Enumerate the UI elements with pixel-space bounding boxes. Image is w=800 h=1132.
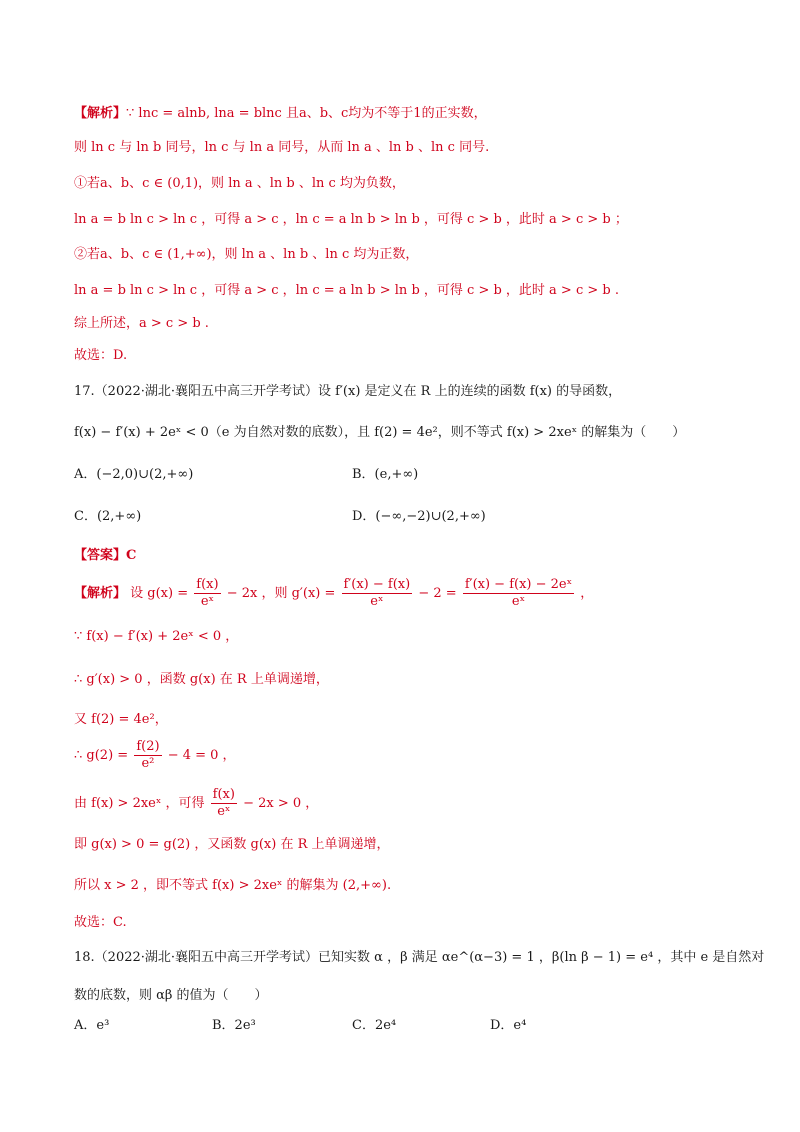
analysis-line-2: 则 ln c 与 ln b 同号，ln c 与 ln a 同号，从而 ln a 、ln b 、ln c 同号. bbox=[74, 140, 490, 155]
fraction-fx-over-ex bbox=[194, 577, 220, 610]
fraction-fx-over-ex-2 bbox=[211, 787, 237, 820]
sol1-part-b: − 2x ，则 g′(x) = bbox=[226, 586, 336, 601]
q18-stem-line-1: 18.（2022·湖北·襄阳五中高三开学考试）已知实数 α ，β 满足 αe^(α−3) = 1 ，β(ln β − 1) = e⁴ ，其中 e 是自然对 bbox=[74, 950, 765, 965]
q18-option-b: B．2e³ bbox=[212, 1018, 256, 1033]
fraction-denominator: eˣ bbox=[200, 594, 215, 609]
fraction-numerator: f(x) bbox=[212, 787, 235, 802]
q18-option-c: C．2e⁴ bbox=[352, 1018, 397, 1033]
sol1-part-d: ， bbox=[580, 586, 594, 601]
fraction-numerator: f′(x) − f(x) bbox=[343, 577, 411, 592]
analysis-line-5: ②若a、b、c ∈ (1,+∞)，则 ln a 、ln b 、ln c 均为正数， bbox=[74, 247, 419, 262]
q17-solution-line-5 bbox=[74, 738, 236, 774]
analysis-line-3: ①若a、b、c ∈ (0,1)，则 ln a 、ln b 、ln c 均为负数， bbox=[74, 176, 405, 191]
fraction-denominator: e² bbox=[141, 756, 155, 771]
fraction-numerator: f′(x) − f(x) − 2eˣ bbox=[464, 577, 573, 592]
q17-solution-line-6 bbox=[74, 786, 318, 822]
q18-stem-line-2: 数的底数，则 αβ 的值为（ ） bbox=[74, 988, 268, 1003]
q17-solution-line-9: 故选：C. bbox=[74, 915, 127, 930]
fraction-numerator: f(2) bbox=[136, 739, 160, 754]
sol5-part-a: ∴ g(2) = bbox=[74, 748, 129, 763]
q17-stem-line-2: f(x) − f′(x) + 2eˣ < 0（e 为自然对数的底数），且 f(2) = 4e²，则不等式 f(x) > 2xeˣ 的解集为（ ） bbox=[74, 425, 686, 440]
q17-option-d: D．(−∞,−2)∪(2,+∞) bbox=[352, 509, 486, 524]
sol1-part-a: 设 g(x) = bbox=[130, 586, 189, 601]
analysis-line-6: ln a = b ln c > ln c ，可得 a > c ，ln c = a ln b > ln b ，可得 c > b ，此时 a > c > b . bbox=[74, 283, 619, 298]
q17-solution-line-2: ∵ f(x) − f′(x) + 2eˣ < 0 ， bbox=[74, 629, 239, 644]
q17-option-b: B．(e,+∞) bbox=[352, 467, 419, 482]
fraction-f2-over-e2 bbox=[134, 739, 161, 772]
fraction-numerator: f(x) bbox=[196, 577, 219, 592]
q17-solution-line-7: 即 g(x) > 0 = g(2) ，又函数 g(x) 在 R 上单调递增， bbox=[74, 837, 390, 852]
fraction-derivative bbox=[342, 577, 413, 610]
q17-solution-line-4: 又 f(2) = 4e²， bbox=[74, 712, 168, 727]
analysis-line-4: ln a = b ln c > ln c ，可得 a > c ，ln c = a ln b > ln b ，可得 c > b ，此时 a > c > b ； bbox=[74, 212, 628, 227]
analysis-text-1: ∵ lnc = alnb, lna = blnc 且a、b、c均为不等于1的正实数， bbox=[126, 106, 487, 121]
q17-option-c: C．(2,+∞) bbox=[74, 509, 142, 524]
q17-option-a: A．(−2,0)∪(2,+∞) bbox=[74, 467, 194, 482]
analysis-line-8: 故选：D. bbox=[74, 348, 128, 363]
analysis-line-7: 综上所述，a > c > b . bbox=[74, 316, 209, 331]
fraction-combined bbox=[463, 577, 574, 610]
q17-solution-line-1 bbox=[74, 576, 593, 612]
q18-option-a: A．e³ bbox=[74, 1018, 110, 1033]
q17-solution-line-3: ∴ g′(x) > 0 ，函数 g(x) 在 R 上单调递增， bbox=[74, 672, 329, 687]
sol6-part-a: 由 f(x) > 2xeˣ ，可得 bbox=[74, 796, 205, 811]
q17-solution-line-8: 所以 x > 2 ，即不等式 f(x) > 2xeˣ 的解集为 (2,+∞). bbox=[74, 878, 392, 893]
analysis-line-1 bbox=[74, 104, 487, 124]
fraction-denominator: eˣ bbox=[511, 594, 526, 609]
q17-answer: 【答案】C bbox=[74, 548, 137, 563]
analysis-tag: 【解析】 bbox=[74, 106, 127, 121]
sol5-part-b: − 4 = 0 ， bbox=[167, 748, 236, 763]
q18-option-d: D．e⁴ bbox=[490, 1018, 527, 1033]
fraction-denominator: eˣ bbox=[370, 594, 384, 609]
q17-stem-line-1: 17.（2022·湖北·襄阳五中高三开学考试）设 f′(x) 是定义在 R 上的连续的函数 f(x) 的导函数， bbox=[74, 384, 622, 399]
sol1-part-c: − 2 = bbox=[418, 586, 457, 601]
solution-tag: 【解析】 bbox=[74, 586, 127, 601]
fraction-denominator: eˣ bbox=[217, 804, 231, 819]
sol6-part-b: − 2x > 0 ， bbox=[243, 796, 319, 811]
